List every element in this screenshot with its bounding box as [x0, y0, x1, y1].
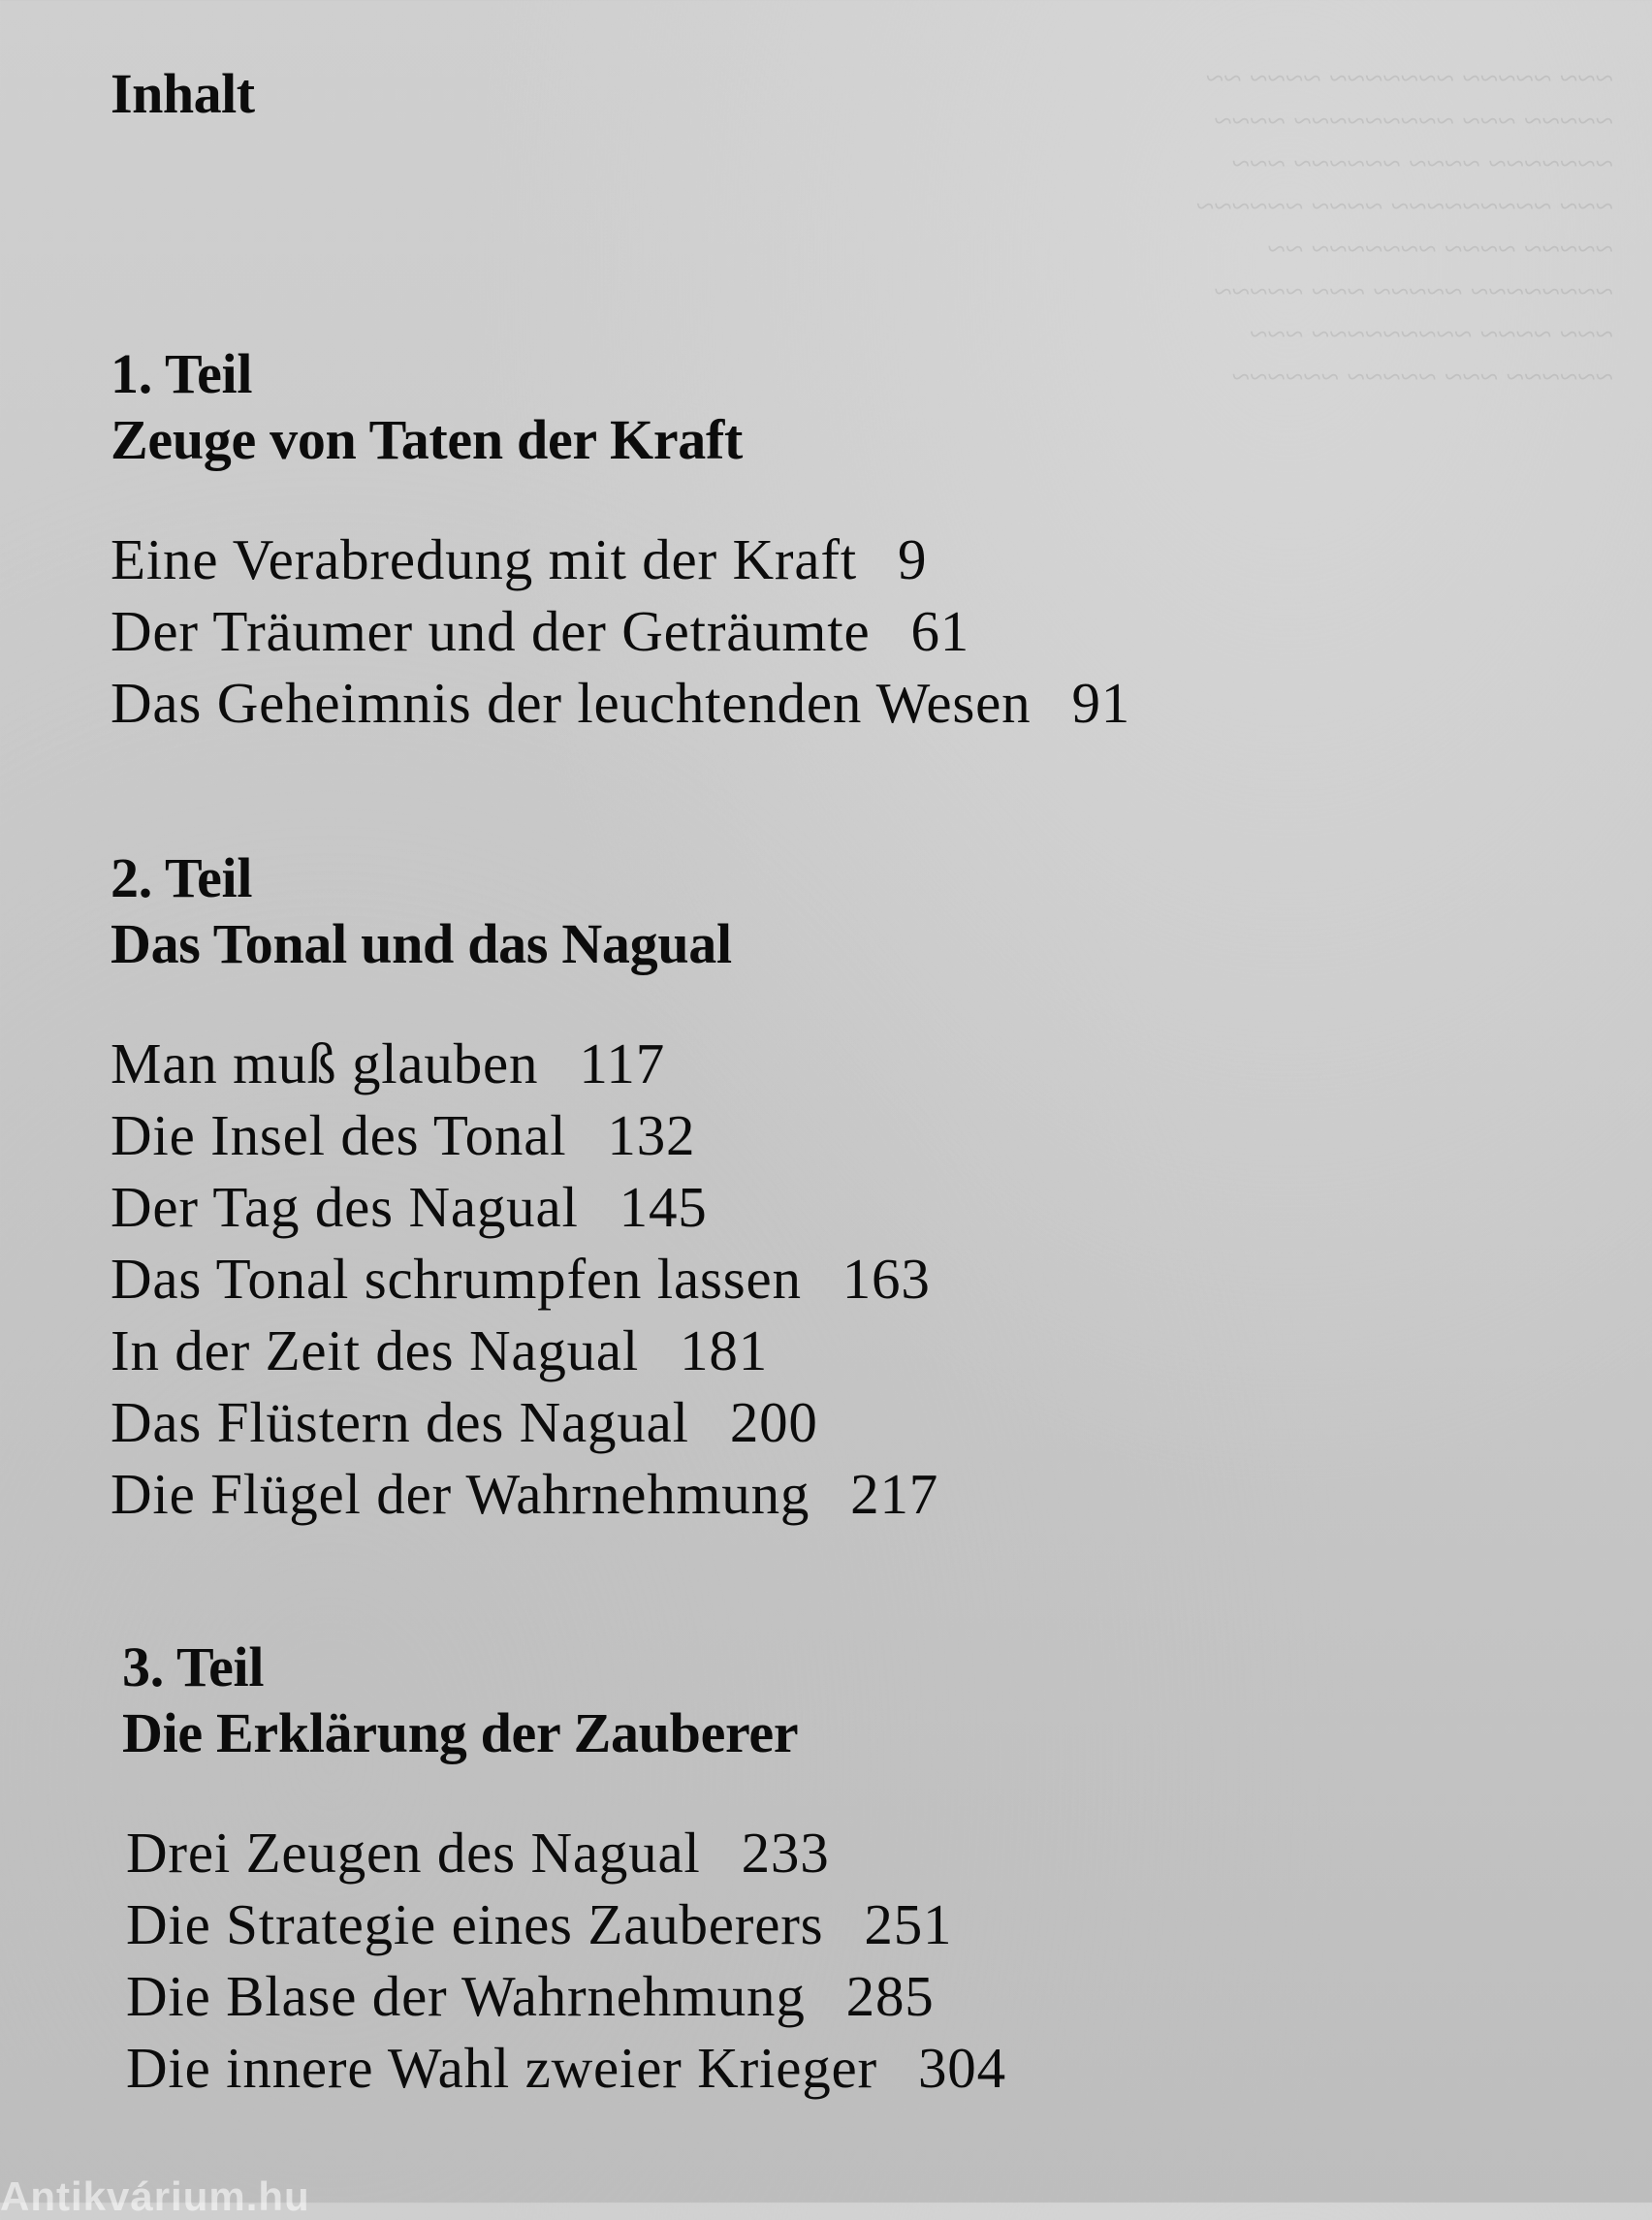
entry-page: 217	[850, 1462, 939, 1526]
toc-entry	[111, 1315, 1565, 1386]
show-through-text: ~~~ ~~~~~ ~~~~~~~ ~~~~ ~~ ~~~~~ ~~~ ~~~~~~~~~ ~~~~ ~~~~~~~ ~~~~ ~~~~~~ ~~~ ~~~ ~~~~~~~~~ ~~~~ ~~~~~~ ~~~~~ ~~~~ ~~~~~~~ ~~ ~~~~~~~~ ~~~~~ ~~~ ~~~~~ ~~~ ~~~~ ~~~~~~~~~ ~~~ ~~~~~~ ~~~ ~~~~~ ~~~~~~	[1195, 61, 1613, 396]
entry-title: Die Strategie eines Zauberers	[126, 1892, 824, 1956]
toc-entry	[111, 1171, 1565, 1243]
toc-entry	[111, 1028, 1565, 1099]
toc-entry	[126, 1817, 1576, 1888]
entry-title: Das Flüstern des Nagual	[111, 1390, 689, 1454]
toc-entry	[126, 1888, 1576, 1960]
toc-entry	[111, 523, 1565, 595]
entry-title: Die innere Wahl zweier Krieger	[126, 2036, 877, 2100]
entry-page: 61	[910, 599, 970, 663]
entry-title: Die Flügel der Wahrnehmung	[111, 1462, 810, 1526]
toc-entries	[111, 523, 1565, 739]
entry-page: 285	[845, 1964, 935, 2028]
entry-title: Man muß glauben	[111, 1031, 539, 1095]
toc-entry	[111, 1243, 1565, 1315]
part-2	[111, 845, 1565, 1530]
contents-heading: Inhalt	[111, 62, 255, 125]
entry-page: 251	[864, 1892, 953, 1956]
toc-entry	[111, 595, 1565, 667]
toc-entry	[111, 1458, 1565, 1530]
part-3	[122, 1634, 1576, 2104]
entry-page: 145	[619, 1175, 708, 1239]
part-title: Zeuge von Taten der Kraft	[111, 408, 743, 471]
entry-page: 233	[741, 1821, 830, 1885]
toc-entries	[111, 1028, 1565, 1530]
entry-title: Der Träumer und der Geträumte	[111, 599, 871, 663]
entry-title: Das Geheimnis der leuchtenden Wesen	[111, 671, 1032, 735]
entry-title: Eine Verabredung mit der Kraft	[111, 527, 857, 591]
toc-entry	[126, 1960, 1576, 2032]
entry-title: Der Tag des Nagual	[111, 1175, 579, 1239]
part-label: 2. Teil	[111, 846, 253, 909]
toc-entry	[126, 2032, 1576, 2104]
entry-page: 132	[607, 1103, 696, 1167]
entry-page: 304	[917, 2036, 1006, 2100]
entry-page: 181	[680, 1318, 769, 1382]
entry-page: 163	[842, 1247, 931, 1311]
toc-entry	[111, 1386, 1565, 1458]
part-title: Das Tonal und das Nagual	[111, 912, 732, 975]
toc-entry	[111, 1099, 1565, 1171]
watermark: Antikvárium.hu	[0, 2173, 310, 2219]
entry-page: 117	[579, 1031, 666, 1095]
entry-title: Die Insel des Tonal	[111, 1103, 567, 1167]
part-label: 3. Teil	[122, 1635, 265, 1698]
toc-entry	[111, 667, 1565, 739]
entry-page: 91	[1071, 671, 1131, 735]
toc-entries	[126, 1817, 1576, 2104]
entry-title: Die Blase der Wahrnehmung	[126, 1964, 806, 2028]
entry-title: Das Tonal schrumpfen lassen	[111, 1247, 802, 1311]
part-1	[111, 341, 1565, 739]
part-label: 1. Teil	[111, 342, 253, 405]
entry-title: Drei Zeugen des Nagual	[126, 1821, 701, 1885]
entry-page: 200	[729, 1390, 818, 1454]
part-title: Die Erklärung der Zauberer	[122, 1701, 799, 1764]
entry-page: 9	[897, 527, 928, 591]
entry-title: In der Zeit des Nagual	[111, 1318, 640, 1382]
